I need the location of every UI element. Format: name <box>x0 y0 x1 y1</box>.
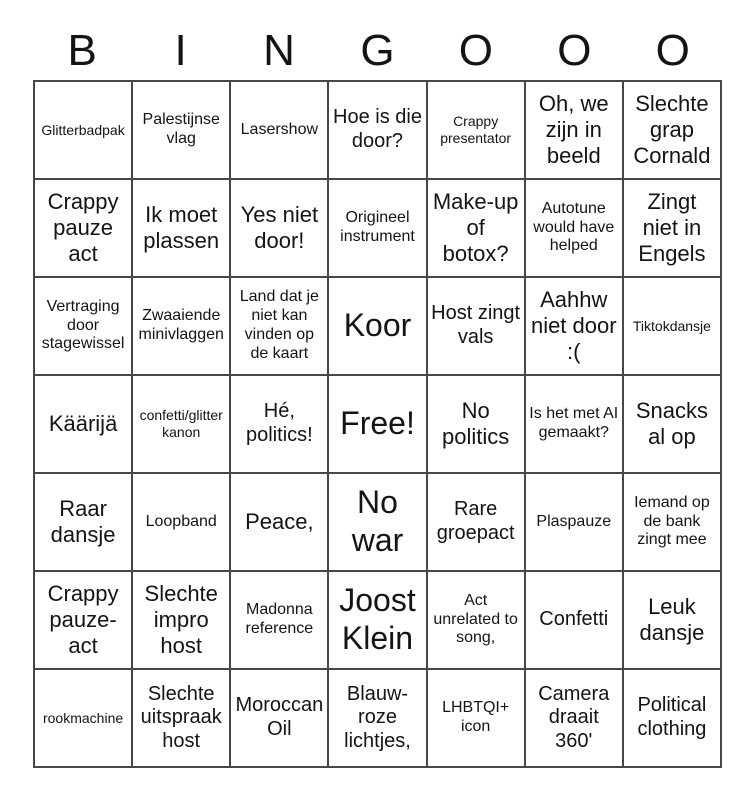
bingo-cell-r1-c5[interactable]: Crappy presentator <box>428 82 526 180</box>
bingo-cell-r4-c3[interactable]: Hé, politics! <box>231 376 329 474</box>
bingo-cell-r6-c5[interactable]: Act unrelated to song, <box>428 572 526 670</box>
bingo-cell-r1-c4[interactable]: Hoe is die door? <box>329 82 427 180</box>
bingo-cell-r4-c2[interactable]: confetti/glitter kanon <box>133 376 231 474</box>
bingo-cell-r5-c3[interactable]: Peace, <box>231 474 329 572</box>
bingo-cell-r3-c3[interactable]: Land dat je niet kan vinden op de kaart <box>231 278 329 376</box>
title-letter-3: N <box>263 26 295 75</box>
bingo-cell-r1-c1[interactable]: Glitterbadpak <box>35 82 133 180</box>
bingo-cell-r3-c7[interactable]: Tiktokdansje <box>624 278 722 376</box>
bingo-cell-r3-c2[interactable]: Zwaaiende minivlaggen <box>133 278 231 376</box>
title-letter-5: O <box>458 26 494 75</box>
bingo-cell-r4-c7[interactable]: Snacks al op <box>624 376 722 474</box>
bingo-cell-r2-c1[interactable]: Crappy pauze act <box>35 180 133 278</box>
title-letter-7: O <box>655 26 690 75</box>
bingo-cell-r6-c1[interactable]: Crappy pauze-act <box>35 572 133 670</box>
bingo-title <box>33 0 722 80</box>
bingo-cell-r1-c7[interactable]: Slechte grap Cornald <box>624 82 722 180</box>
bingo-cell-r5-c5[interactable]: Rare groepact <box>428 474 526 572</box>
bingo-cell-r1-c6[interactable]: Oh, we zijn in beeld <box>526 82 624 180</box>
bingo-cell-r3-c6[interactable]: Aahhw niet door :( <box>526 278 624 376</box>
bingo-cell-r5-c4[interactable]: No war <box>329 474 427 572</box>
bingo-cell-r7-c5[interactable]: LHBTQI+ icon <box>428 670 526 768</box>
title-letter-4: G <box>360 26 395 75</box>
bingo-cell-r7-c6[interactable]: Camera draait 360' <box>526 670 624 768</box>
title-letter-6: O <box>557 26 592 75</box>
bingo-cell-r1-c3[interactable]: Lasershow <box>231 82 329 180</box>
bingo-cell-r2-c2[interactable]: Ik moet plassen <box>133 180 231 278</box>
bingo-cell-r4-c4[interactable]: Free! <box>329 376 427 474</box>
bingo-cell-r3-c1[interactable]: Vertraging door stagewissel <box>35 278 133 376</box>
bingo-cell-r5-c6[interactable]: Plaspauze <box>526 474 624 572</box>
bingo-cell-r2-c4[interactable]: Origineel instrument <box>329 180 427 278</box>
bingo-cell-r1-c2[interactable]: Palestijnse vlag <box>133 82 231 180</box>
bingo-cell-r6-c2[interactable]: Slechte impro host <box>133 572 231 670</box>
bingo-cell-r7-c1[interactable]: rookmachine <box>35 670 133 768</box>
title-letter-1: B <box>67 26 97 75</box>
bingo-cell-r6-c6[interactable]: Confetti <box>526 572 624 670</box>
bingo-cell-r7-c7[interactable]: Political clothing <box>624 670 722 768</box>
bingo-cell-r2-c6[interactable]: Autotune would have helped <box>526 180 624 278</box>
bingo-cell-r7-c3[interactable]: Moroccan Oil <box>231 670 329 768</box>
bingo-cell-r4-c6[interactable]: Is het met AI gemaakt? <box>526 376 624 474</box>
bingo-cell-r2-c3[interactable]: Yes niet door! <box>231 180 329 278</box>
bingo-cell-r5-c1[interactable]: Raar dansje <box>35 474 133 572</box>
bingo-cell-r6-c7[interactable]: Leuk dansje <box>624 572 722 670</box>
bingo-cell-r3-c5[interactable]: Host zingt vals <box>428 278 526 376</box>
bingo-cell-r6-c3[interactable]: Madonna reference <box>231 572 329 670</box>
bingo-cell-r4-c5[interactable]: No politics <box>428 376 526 474</box>
bingo-grid <box>33 80 722 768</box>
bingo-cell-r2-c5[interactable]: Make-up of botox? <box>428 180 526 278</box>
title-letter-2: I <box>174 26 187 75</box>
bingo-cell-r2-c7[interactable]: Zingt niet in Engels <box>624 180 722 278</box>
bingo-cell-r5-c7[interactable]: Iemand op de bank zingt mee <box>624 474 722 572</box>
bingo-cell-r7-c4[interactable]: Blauw-roze lichtjes, <box>329 670 427 768</box>
bingo-cell-r4-c1[interactable]: Käärijä <box>35 376 133 474</box>
bingo-cell-r5-c2[interactable]: Loopband <box>133 474 231 572</box>
bingo-cell-r7-c2[interactable]: Slechte uitspraak host <box>133 670 231 768</box>
bingo-cell-r3-c4[interactable]: Koor <box>329 278 427 376</box>
bingo-cell-r6-c4[interactable]: Joost Klein <box>329 572 427 670</box>
